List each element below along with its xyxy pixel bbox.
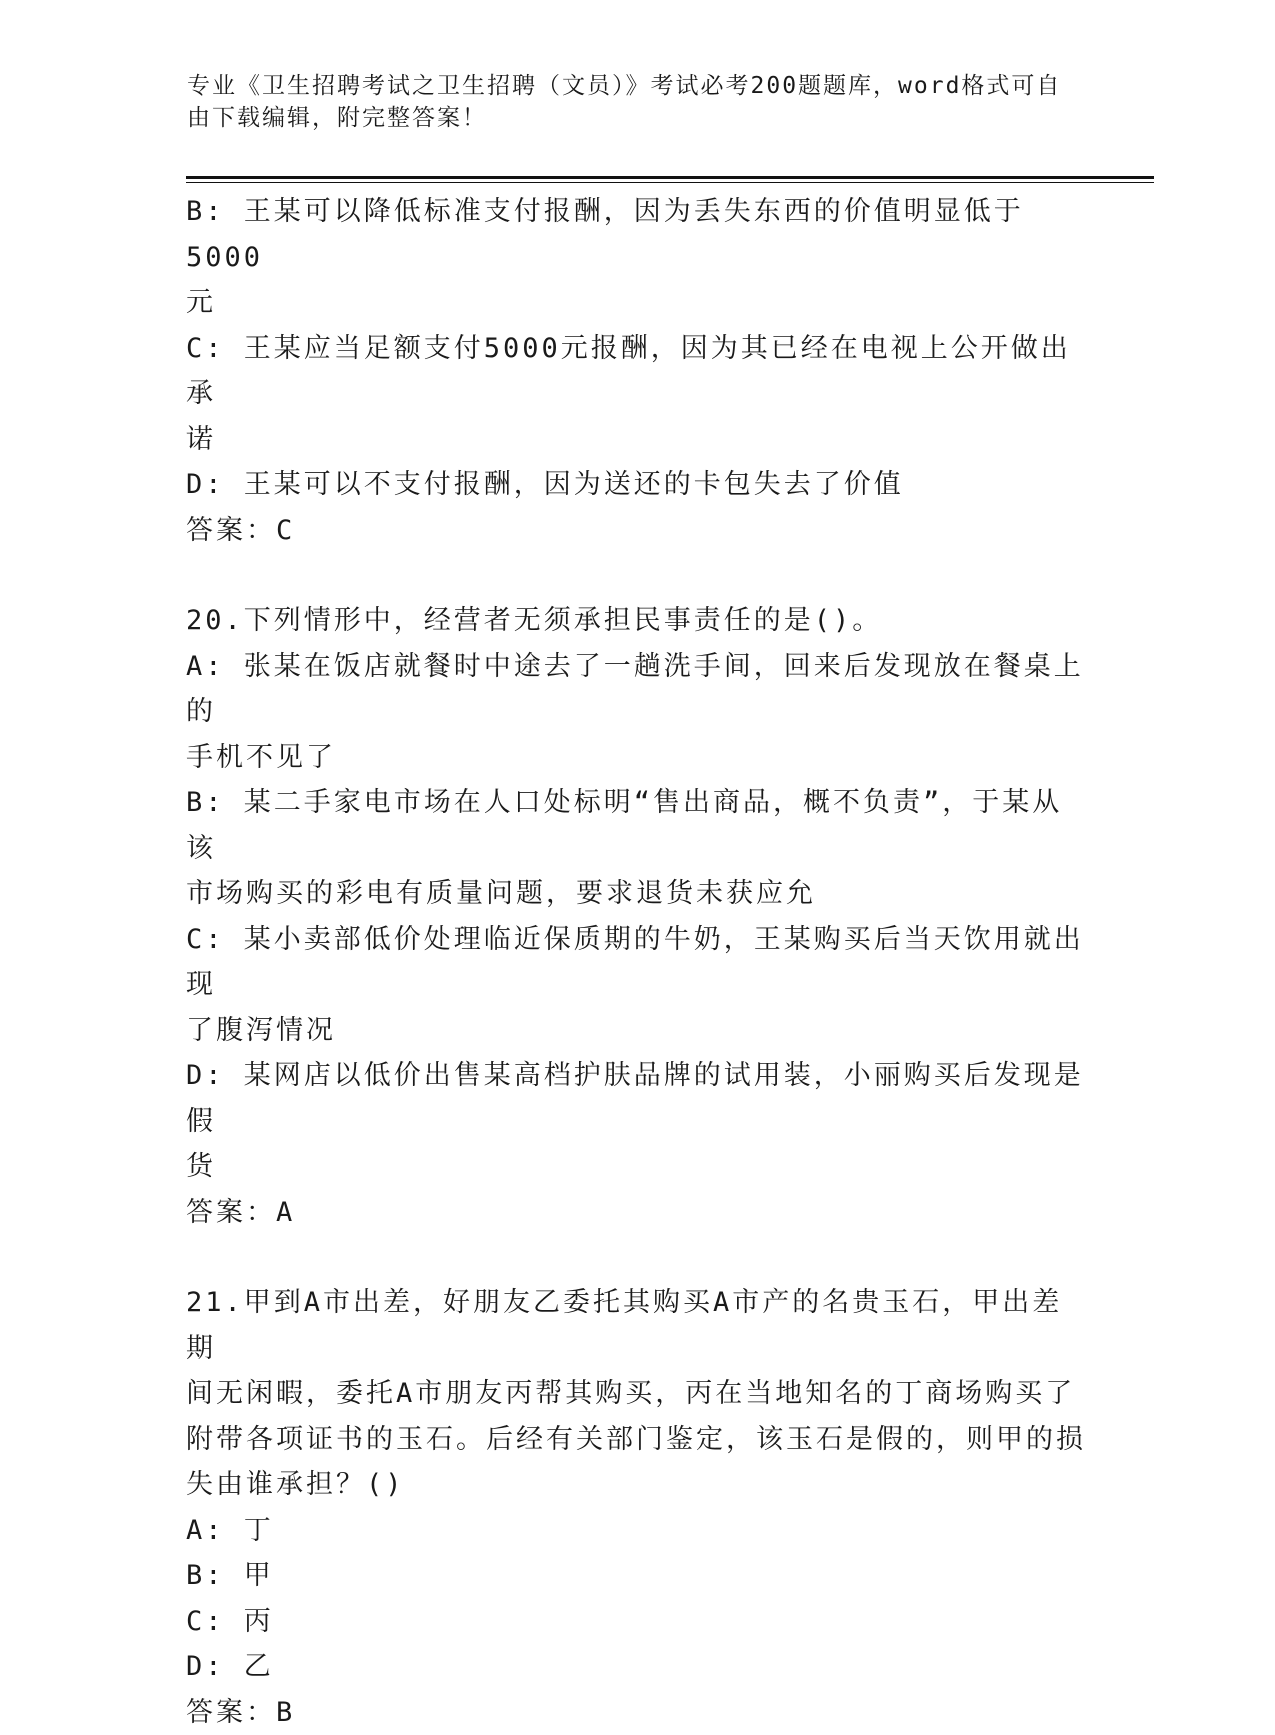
q21-option-a: A: 丁 — [186, 1508, 1086, 1554]
q20-answer-label: 答案： — [186, 1197, 276, 1228]
q20-option-d-line-2: 货 — [186, 1144, 1086, 1190]
q21-answer-label: 答案： — [186, 1697, 276, 1728]
q20-answer-value: A — [276, 1197, 295, 1228]
question-19-continued — [186, 189, 1086, 553]
q21-answer-value: B — [276, 1697, 295, 1728]
q19-answer — [186, 508, 1086, 554]
q20-option-a-line-2: 手机不见了 — [186, 735, 1086, 781]
q19-option-b-line-2: 元 — [186, 280, 1086, 326]
spacer — [186, 553, 1086, 598]
q20-stem: 20.下列情形中，经营者无须承担民事责任的是()。 — [186, 598, 1086, 644]
q20-answer — [186, 1190, 1086, 1236]
question-21 — [186, 1280, 1086, 1735]
q21-option-d: D: 乙 — [186, 1644, 1086, 1690]
q20-option-b-line-2: 市场购买的彩电有质量问题，要求退货未获应允 — [186, 871, 1086, 917]
q21-stem-line-3: 附带各项证书的玉石。后经有关部门鉴定，该玉石是假的，则甲的损 — [186, 1417, 1086, 1463]
q20-option-c-line-2: 了腹泻情况 — [186, 1008, 1086, 1054]
q21-stem-line-2: 间无闲暇，委托A市朋友丙帮其购买，丙在当地知名的丁商场购买了 — [186, 1371, 1086, 1417]
q21-stem-line-1: 21.甲到A市出差，好朋友乙委托其购买A市产的名贵玉石，甲出差期 — [186, 1280, 1086, 1371]
q21-option-b: B: 甲 — [186, 1553, 1086, 1599]
q19-answer-label: 答案： — [186, 515, 276, 546]
q20-option-c-line-1: C: 某小卖部低价处理临近保质期的牛奶，王某购买后当天饮用就出现 — [186, 917, 1086, 1008]
q19-option-c-line-2: 诺 — [186, 417, 1086, 463]
header-line-1: 专业《卫生招聘考试之卫生招聘（文员）》考试必考200题题库，word格式可自 — [187, 70, 1067, 102]
q19-answer-value: C — [276, 515, 295, 546]
q21-stem-line-4: 失由谁承担？() — [186, 1462, 1086, 1508]
header-line-2: 由下载编辑，附完整答案！ — [187, 102, 1067, 134]
q19-option-d: D: 王某可以不支付报酬，因为送还的卡包失去了价值 — [186, 462, 1086, 508]
q20-option-d-line-1: D: 某网店以低价出售某高档护肤品牌的试用装，小丽购买后发现是假 — [186, 1053, 1086, 1144]
header-divider-thin — [186, 182, 1154, 183]
q19-option-b-line-1: B: 王某可以降低标准支付报酬，因为丢失东西的价值明显低于5000 — [186, 189, 1086, 280]
q19-option-c-line-1: C: 王某应当足额支付5000元报酬，因为其已经在电视上公开做出承 — [186, 326, 1086, 417]
q21-answer — [186, 1690, 1086, 1735]
question-content — [186, 189, 1086, 1735]
q20-option-b-line-1: B: 某二手家电市场在人口处标明“售出商品，概不负责”，于某从该 — [186, 780, 1086, 871]
header-divider-thick — [186, 176, 1154, 179]
spacer — [186, 1235, 1086, 1280]
q20-option-a-line-1: A: 张某在饭店就餐时中途去了一趟洗手间，回来后发现放在餐桌上的 — [186, 644, 1086, 735]
document-header — [187, 70, 1067, 134]
question-20 — [186, 598, 1086, 1235]
q21-option-c: C: 丙 — [186, 1599, 1086, 1645]
